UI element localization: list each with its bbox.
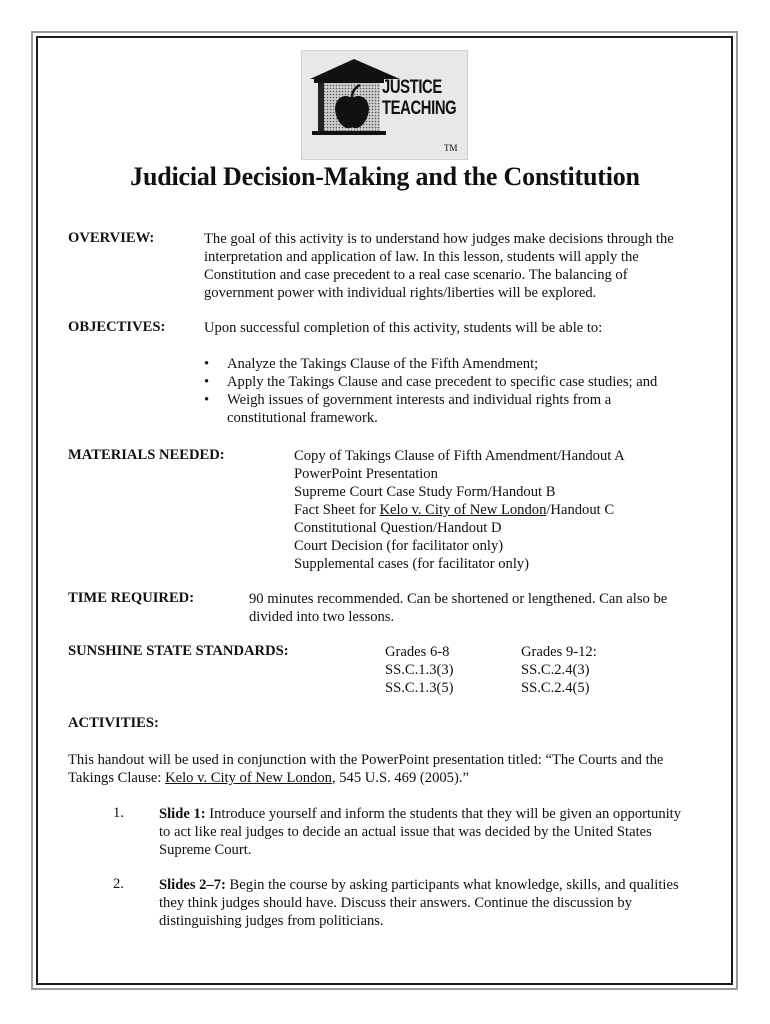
step-number: 1. (113, 805, 124, 821)
intro-suffix: , 545 U.S. 469 (2005).” (331, 770, 469, 786)
step-number: 2. (113, 876, 124, 892)
standards-grades-9-12 (521, 643, 597, 697)
standards-label: SUNSHINE STATE STANDARDS: (68, 643, 289, 659)
step-line: to act like real judges to decide an actual issue that was decided by the United States (159, 824, 652, 840)
standard-item: SS.C.1.3(5) (385, 680, 454, 696)
material-item: Court Decision (for facilitator only) (294, 538, 504, 554)
material-item: Constitutional Question/Handout D (294, 520, 502, 536)
step-line: Supreme Court. (159, 842, 252, 858)
objective-text: Analyze the Takings Clause of the Fifth Amendment; (227, 356, 539, 372)
objectives-label: OBJECTIVES: (68, 319, 166, 335)
step-line (159, 876, 719, 894)
list-item (204, 355, 707, 373)
standard-item: Grades 6-8 (385, 644, 450, 660)
logo-word-justice: JUSTICE (382, 77, 442, 98)
material-item: Supreme Court Case Study Form/Handout B (294, 484, 556, 500)
activities-intro-line (68, 769, 718, 787)
overview-line: interpretation and application of law. In this lesson, students will apply the (204, 249, 639, 265)
logo-word-teaching: TEACHING (382, 98, 457, 119)
material-item: PowerPoint Presentation (294, 466, 438, 482)
page-title: Judicial Decision-Making and the Constitution (130, 162, 640, 191)
material-item: Supplemental cases (for facilitator only) (294, 556, 530, 572)
activities-label: ACTIVITIES: (68, 715, 159, 731)
standards-grades-6-8 (385, 643, 454, 697)
step-line (159, 805, 719, 823)
step-line: they think judges should have. Discuss their answers. Continue the discussion by (159, 895, 633, 911)
activities-intro-line: This handout will be used in conjunction with the PowerPoint presentation titled: “The Courts and the (68, 752, 664, 768)
step-lead: Slides 2–7: (159, 877, 226, 893)
bullet-icon: • (204, 392, 210, 408)
objectives-intro: Upon successful completion of this activity, students will be able to: (204, 320, 603, 336)
objective-text: constitutional framework. (227, 410, 378, 426)
time-text (249, 590, 719, 626)
overview-text (204, 230, 724, 302)
step-line-text: Begin the course by asking participants what knowledge, skills, and qualities (225, 877, 679, 893)
bullet-icon: • (204, 356, 210, 372)
objectives-list (204, 355, 707, 427)
intro-prefix: Takings Clause: (68, 770, 166, 786)
objective-text: Apply the Takings Clause and case precedent to specific case studies; and (227, 374, 658, 390)
material-item (294, 501, 714, 519)
activities-intro (68, 751, 718, 787)
standard-item: SS.C.2.4(3) (521, 662, 590, 678)
time-label: TIME REQUIRED: (68, 590, 195, 606)
material-item: Copy of Takings Clause of Fifth Amendment/Handout A (294, 448, 625, 464)
step-text (159, 876, 719, 930)
justice-teaching-logo (301, 50, 468, 160)
list-item (204, 391, 707, 409)
trademark-mark: TM (444, 143, 458, 153)
time-line: 90 minutes recommended. Can be shortened or lengthened. Can also be (249, 591, 668, 607)
fact-sheet-prefix: Fact Sheet for (294, 502, 380, 518)
materials-label: MATERIALS NEEDED: (68, 447, 225, 463)
list-item (204, 373, 707, 391)
list-item-continuation (227, 409, 707, 427)
bullet-icon: • (204, 374, 210, 390)
step-line: distinguishing judges from politicians. (159, 913, 384, 929)
standard-item: SS.C.2.4(5) (521, 680, 590, 696)
objective-text: Weigh issues of government interests and individual rights from a (227, 392, 612, 408)
overview-line: Constitution and case precedent to a real case scenario. The balancing of (204, 267, 628, 283)
overview-line: The goal of this activity is to understand how judges make decisions through the (204, 231, 674, 247)
materials-list (294, 447, 714, 573)
step-lead: Slide 1: (159, 806, 206, 822)
overview-label: OVERVIEW: (68, 230, 155, 246)
step-line-text: Introduce yourself and inform the students that they will be given an opportunity (205, 806, 682, 822)
standard-item: Grades 9-12: (521, 644, 597, 660)
overview-line: government power with individual rights/liberties will be explored. (204, 285, 597, 301)
case-name: Kelo v. City of New London (165, 770, 332, 786)
step-text (159, 805, 719, 859)
time-line: divided into two lessons. (249, 609, 395, 625)
fact-sheet-suffix: /Handout C (546, 502, 615, 518)
case-name: Kelo v. City of New London (379, 502, 547, 518)
standard-item: SS.C.1.3(3) (385, 662, 454, 678)
